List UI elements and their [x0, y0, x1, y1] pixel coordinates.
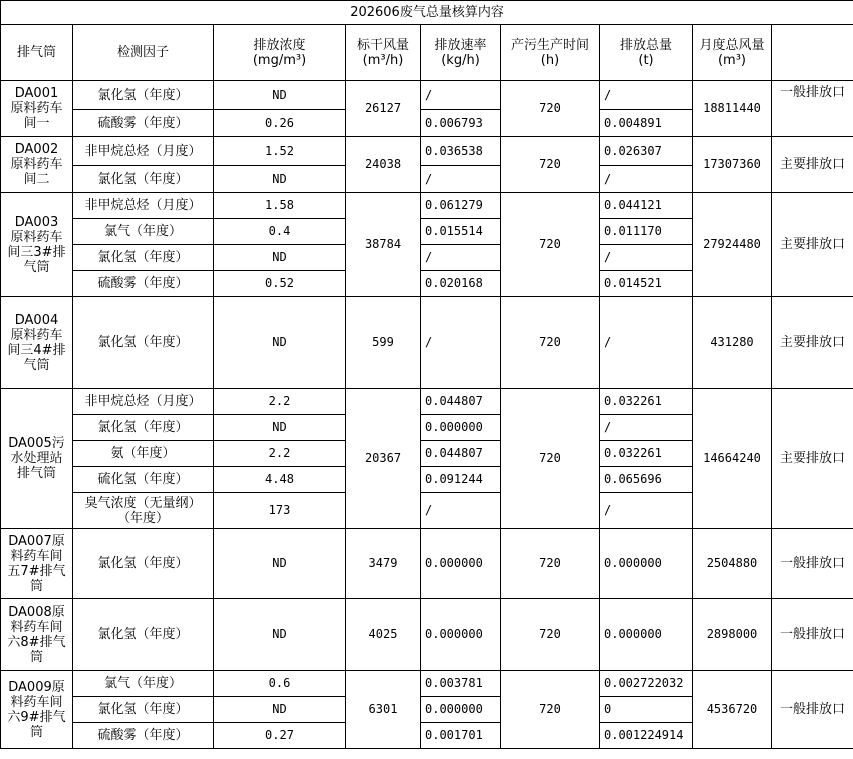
- factor-cell: 氯化氢（年度）: [73, 697, 214, 723]
- factor-cell: 氯气（年度）: [73, 671, 214, 697]
- rate-cell: 0.006793: [421, 110, 501, 137]
- factor-cell: 氯化氢（年度）: [73, 529, 214, 599]
- outlet-cell: DA003 原料药车 间三3#排 气筒: [1, 193, 73, 297]
- concentration-cell: 4.48: [214, 467, 346, 493]
- rate-cell: 0.044807: [421, 389, 501, 415]
- rate-cell: 0.000000: [421, 599, 501, 671]
- concentration-cell: 173: [214, 493, 346, 529]
- total-cell: 0.026307: [600, 137, 693, 166]
- concentration-cell: 2.2: [214, 389, 346, 415]
- outlet-cell: DA007原 料药车间 五7#排气 筒: [1, 529, 73, 599]
- concentration-cell: 1.52: [214, 137, 346, 166]
- airflow-cell: 6301: [346, 671, 421, 749]
- airflow-cell: 4025: [346, 599, 421, 671]
- monthly-airflow-cell: 17307360: [693, 137, 772, 193]
- outlet-cell: DA008原 料药车间 六8#排气 筒: [1, 599, 73, 671]
- factor-cell: 氯化氢（年度）: [73, 81, 214, 110]
- table-title: 202606废气总量核算内容: [1, 1, 853, 25]
- factor-cell: 非甲烷总烃（月度）: [73, 193, 214, 219]
- total-cell: /: [600, 245, 693, 271]
- rate-cell: /: [421, 166, 501, 193]
- airflow-cell: 20367: [346, 389, 421, 529]
- hours-cell: 720: [501, 529, 600, 599]
- hours-cell: 720: [501, 81, 600, 137]
- hours-cell: 720: [501, 297, 600, 389]
- outlet-cell: DA005污 水处理站 排气筒: [1, 389, 73, 529]
- concentration-cell: 0.27: [214, 723, 346, 749]
- outlet-cell: DA002 原料药车 间二: [1, 137, 73, 193]
- total-cell: 0.032261: [600, 389, 693, 415]
- monthly-airflow-cell: 2504880: [693, 529, 772, 599]
- total-cell: 0.004891: [600, 110, 693, 137]
- rate-cell: 0.000000: [421, 529, 501, 599]
- monthly-airflow-cell: 2898000: [693, 599, 772, 671]
- concentration-cell: 0.4: [214, 219, 346, 245]
- header-airflow: 标干风量 (m³/h): [346, 25, 421, 81]
- hours-cell: 720: [501, 671, 600, 749]
- monthly-airflow-cell: 14664240: [693, 389, 772, 529]
- total-cell: 0.000000: [600, 529, 693, 599]
- outlet-type-cell: 主要排放口: [772, 137, 853, 193]
- total-cell: /: [600, 415, 693, 441]
- total-cell: 0.002722032: [600, 671, 693, 697]
- rate-cell: 0.091244: [421, 467, 501, 493]
- factor-cell: 非甲烷总烃（月度）: [73, 137, 214, 166]
- airflow-cell: 26127: [346, 81, 421, 137]
- rate-cell: /: [421, 493, 501, 529]
- outlet-type-cell: 主要排放口: [772, 193, 853, 297]
- total-cell: 0.014521: [600, 271, 693, 297]
- rate-cell: /: [421, 81, 501, 110]
- concentration-cell: ND: [214, 166, 346, 193]
- factor-cell: 硫酸雾（年度）: [73, 723, 214, 749]
- monthly-airflow-cell: 27924480: [693, 193, 772, 297]
- outlet-type-cell: 主要排放口: [772, 297, 853, 389]
- header-total: 排放总量 (t): [600, 25, 693, 81]
- rate-cell: 0.061279: [421, 193, 501, 219]
- total-cell: 0.001224914: [600, 723, 693, 749]
- header-row: [1, 25, 853, 81]
- concentration-cell: ND: [214, 697, 346, 723]
- header-factor: 检测因子: [73, 25, 214, 81]
- table-row: [1, 193, 853, 219]
- header-outlet: 排气筒: [1, 25, 73, 81]
- header-type: [772, 25, 853, 81]
- header-monthly-airflow: 月度总风量 (m³): [693, 25, 772, 81]
- table-row: [1, 599, 853, 671]
- factor-cell: 硫化氢（年度）: [73, 467, 214, 493]
- rate-cell: /: [421, 297, 501, 389]
- airflow-cell: 599: [346, 297, 421, 389]
- factor-cell: 硫酸雾（年度）: [73, 110, 214, 137]
- rate-cell: 0.000000: [421, 415, 501, 441]
- factor-cell: 氯化氢（年度）: [73, 297, 214, 389]
- monthly-airflow-cell: 18811440: [693, 81, 772, 137]
- airflow-cell: 3479: [346, 529, 421, 599]
- rate-cell: 0.020168: [421, 271, 501, 297]
- outlet-type-cell: 一般排放口: [772, 599, 853, 671]
- airflow-cell: 24038: [346, 137, 421, 193]
- outlet-cell: DA001 原料药车 间一: [1, 81, 73, 137]
- concentration-cell: 1.58: [214, 193, 346, 219]
- rate-cell: 0.001701: [421, 723, 501, 749]
- hours-cell: 720: [501, 389, 600, 529]
- concentration-cell: 2.2: [214, 441, 346, 467]
- concentration-cell: ND: [214, 245, 346, 271]
- total-cell: /: [600, 297, 693, 389]
- factor-cell: 臭气浓度（无量纲） （年度）: [73, 493, 214, 529]
- factor-cell: 硫酸雾（年度）: [73, 271, 214, 297]
- hours-cell: 720: [501, 599, 600, 671]
- concentration-cell: 0.6: [214, 671, 346, 697]
- table-row: [1, 671, 853, 697]
- total-cell: /: [600, 166, 693, 193]
- monthly-airflow-cell: 431280: [693, 297, 772, 389]
- header-hours: 产污生产时间 (h): [501, 25, 600, 81]
- concentration-cell: 0.26: [214, 110, 346, 137]
- rate-cell: 0.036538: [421, 137, 501, 166]
- total-cell: 0.011170: [600, 219, 693, 245]
- outlet-type-cell: 一般排放口: [772, 671, 853, 749]
- factor-cell: 非甲烷总烃（月度）: [73, 389, 214, 415]
- outlet-type-cell: 一般排放口: [772, 81, 853, 137]
- concentration-cell: 0.52: [214, 271, 346, 297]
- total-cell: /: [600, 493, 693, 529]
- table-row: [1, 389, 853, 415]
- total-cell: 0.032261: [600, 441, 693, 467]
- factor-cell: 氯气（年度）: [73, 219, 214, 245]
- outlet-cell: DA004 原料药车 间三4#排 气筒: [1, 297, 73, 389]
- rate-cell: 0.044807: [421, 441, 501, 467]
- hours-cell: 720: [501, 137, 600, 193]
- table-row: [1, 81, 853, 110]
- factor-cell: 氯化氢（年度）: [73, 599, 214, 671]
- factor-cell: 氯化氢（年度）: [73, 245, 214, 271]
- outlet-cell: DA009原 料药车间 六9#排气 筒: [1, 671, 73, 749]
- rate-cell: 0.015514: [421, 219, 501, 245]
- concentration-cell: ND: [214, 297, 346, 389]
- factor-cell: 氯化氢（年度）: [73, 166, 214, 193]
- header-rate: 排放速率 (kg/h): [421, 25, 501, 81]
- factor-cell: 氯化氢（年度）: [73, 415, 214, 441]
- rate-cell: 0.000000: [421, 697, 501, 723]
- outlet-type-cell: 一般排放口: [772, 529, 853, 599]
- airflow-cell: 38784: [346, 193, 421, 297]
- concentration-cell: ND: [214, 529, 346, 599]
- total-cell: 0: [600, 697, 693, 723]
- outlet-type-cell: 主要排放口: [772, 389, 853, 529]
- table-row: [1, 137, 853, 166]
- rate-cell: 0.003781: [421, 671, 501, 697]
- total-cell: 0.065696: [600, 467, 693, 493]
- hours-cell: 720: [501, 193, 600, 297]
- total-cell: /: [600, 81, 693, 110]
- concentration-cell: ND: [214, 81, 346, 110]
- concentration-cell: ND: [214, 415, 346, 441]
- concentration-cell: ND: [214, 599, 346, 671]
- total-cell: 0.044121: [600, 193, 693, 219]
- monthly-airflow-cell: 4536720: [693, 671, 772, 749]
- table-row: [1, 529, 853, 599]
- table-row: [1, 297, 853, 389]
- header-concentration: 排放浓度 (mg/m³): [214, 25, 346, 81]
- total-cell: 0.000000: [600, 599, 693, 671]
- rate-cell: /: [421, 245, 501, 271]
- factor-cell: 氨（年度）: [73, 441, 214, 467]
